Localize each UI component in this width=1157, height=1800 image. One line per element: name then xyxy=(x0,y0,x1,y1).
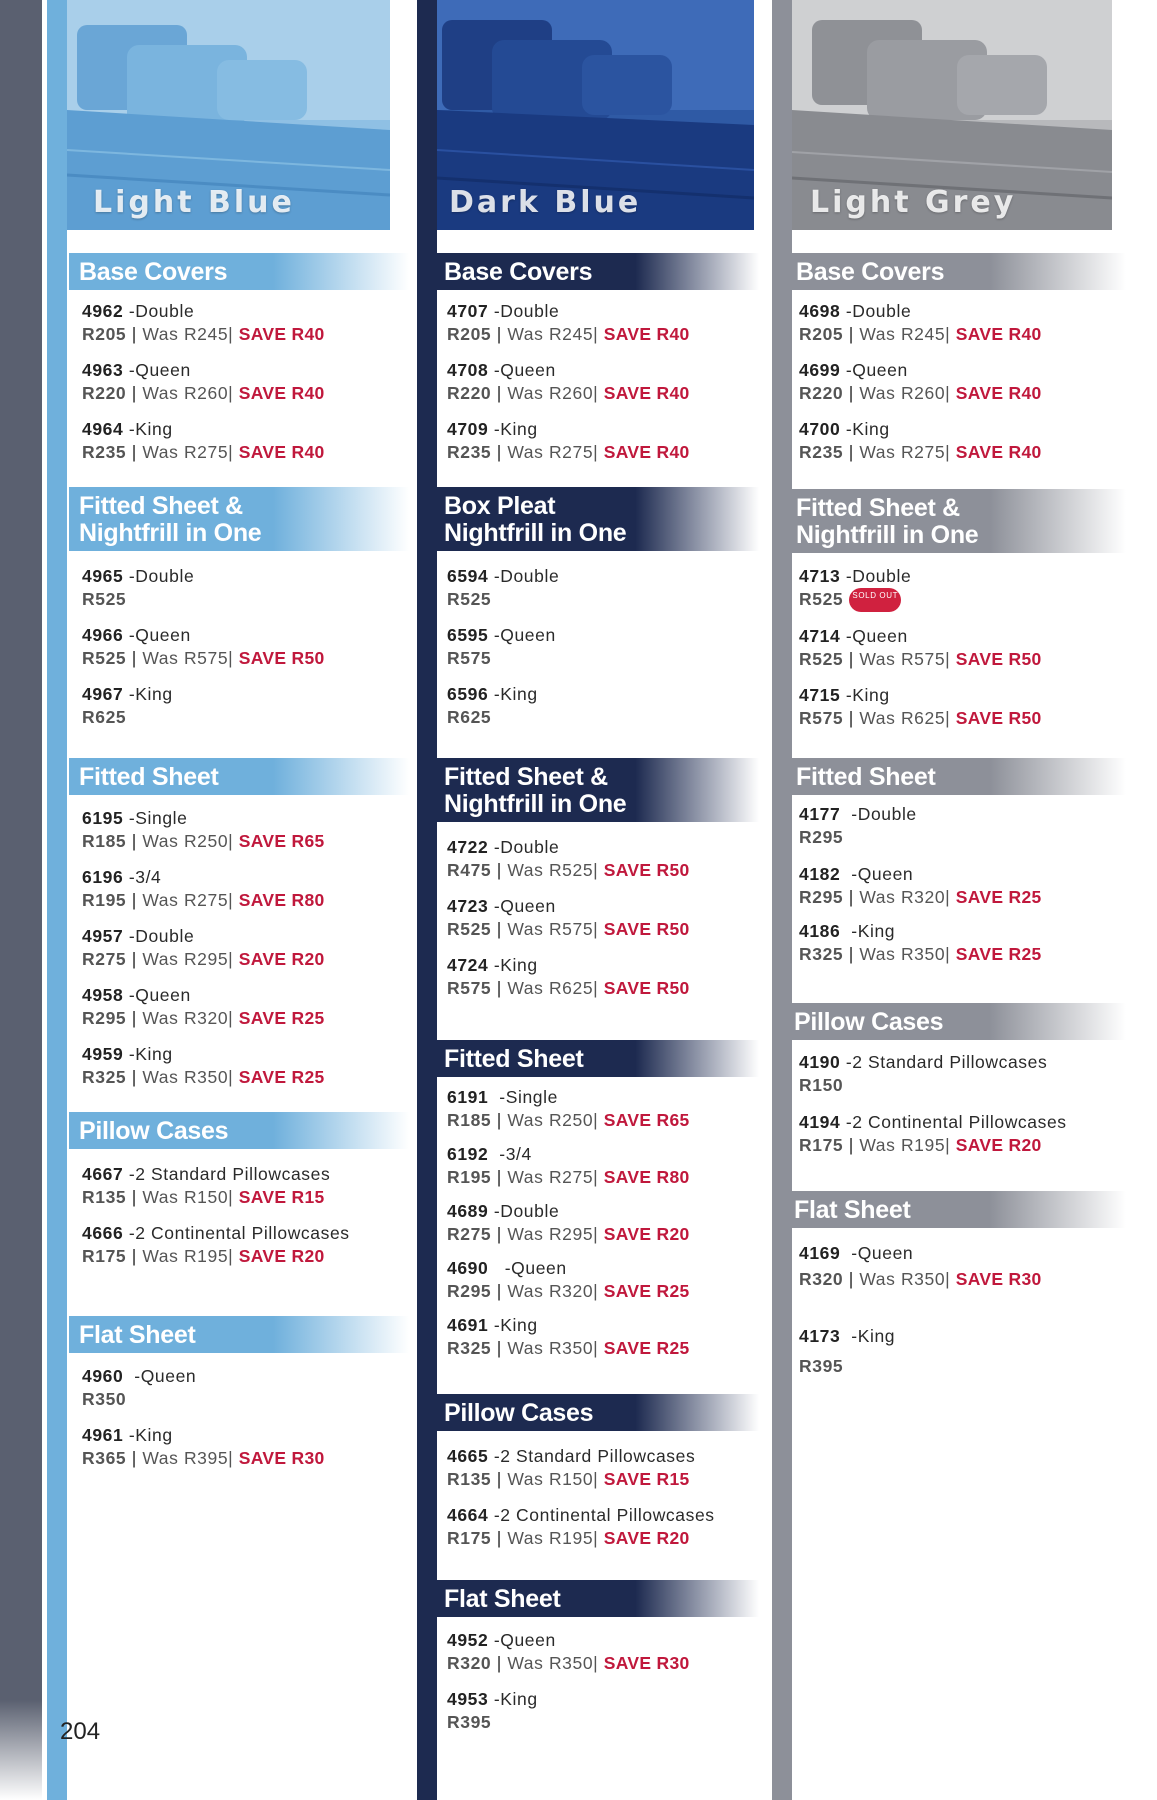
product-item: 4707 -Double R205 | Was R245| SAVE R40 xyxy=(447,301,690,344)
section-heading: Base Covers xyxy=(786,253,1126,290)
product-item: 4700 -King R235 | Was R275| SAVE R40 xyxy=(799,419,1042,462)
product-item: 6196 -3/4 R195 | Was R275| SAVE R80 xyxy=(82,867,325,910)
section-heading: Fitted Sheet xyxy=(786,758,1126,795)
product-item: 4665 -2 Standard Pillowcases R135 | Was R150| SAVE R15 xyxy=(447,1446,696,1489)
dark-blue-fitted-nightfrill-section xyxy=(434,758,759,1013)
product-item: 4959 -King R325 | Was R350| SAVE R25 xyxy=(82,1044,325,1087)
light-grey-fitted-sheet-section xyxy=(786,758,1126,979)
section-heading: Pillow Cases xyxy=(434,1394,759,1431)
product-item: 4177 -Double R295 xyxy=(799,804,917,847)
product-item: 4966 -Queen R525 | Was R575| SAVE R50 xyxy=(82,625,325,668)
dark-blue-bedding-photo xyxy=(437,0,754,230)
page-edge-fade xyxy=(0,1700,42,1800)
light-grey-colour-label: Light Grey xyxy=(810,185,1017,220)
product-item: 4666 -2 Continental Pillowcases R175 | Was R195| SAVE R20 xyxy=(82,1223,350,1266)
section-heading: Flat Sheet xyxy=(784,1191,1126,1228)
product-item: 4186 -King R325 | Was R350| SAVE R25 xyxy=(799,921,1042,964)
light-grey-base-covers-section xyxy=(786,253,1126,477)
light-blue-flat-sheet-section xyxy=(69,1316,409,1483)
product-item: 4173 -King R395 xyxy=(799,1326,896,1376)
product-item: 4958 -Queen R295 | Was R320| SAVE R25 xyxy=(82,985,325,1028)
section-heading: Fitted Sheet & Nightfrill in One xyxy=(69,487,409,551)
product-item: 6195 -Single R185 | Was R250| SAVE R65 xyxy=(82,808,325,851)
product-item: 6192 -3/4 R195 | Was R275| SAVE R80 xyxy=(447,1144,690,1187)
product-item: 4715 -King R575 | Was R625| SAVE R50 xyxy=(799,685,1042,729)
dark-blue-colour-label: Dark Blue xyxy=(449,185,642,220)
section-heading: Base Covers xyxy=(69,253,409,290)
product-item: 4960 -Queen R350 xyxy=(82,1366,197,1409)
light-blue-pillow-cases-section xyxy=(69,1112,409,1281)
product-item: 4708 -Queen R220 | Was R260| SAVE R40 xyxy=(447,360,690,403)
light-blue-stripe xyxy=(47,0,67,1800)
light-blue-colour-label: Light Blue xyxy=(93,185,295,220)
product-item: 4713 -Double R525 SOLD OUT xyxy=(799,565,1126,612)
dark-blue-fitted-sheet-section xyxy=(434,1040,759,1371)
light-grey-fitted-nightfrill-section xyxy=(786,489,1126,743)
dark-blue-pillow-cases-section xyxy=(434,1394,759,1563)
product-item: 4962 -Double R205 | Was R245| SAVE R40 xyxy=(82,301,325,344)
product-item: 4667 -2 Standard Pillowcases R135 | Was R150| SAVE R15 xyxy=(82,1164,331,1207)
section-heading: Fitted Sheet & Nightfrill in One xyxy=(786,489,1126,553)
light-blue-fitted-sheet-section xyxy=(69,758,409,1102)
light-blue-bedding-photo xyxy=(67,0,390,230)
section-heading: Pillow Cases xyxy=(69,1112,409,1149)
section-heading: Fitted Sheet xyxy=(69,758,409,795)
product-item: 4689 -Double R275 | Was R295| SAVE R20 xyxy=(447,1201,690,1244)
section-heading: Fitted Sheet & Nightfrill in One xyxy=(434,758,759,822)
product-item: 4714 -Queen R525 | Was R575| SAVE R50 xyxy=(799,626,1042,670)
light-blue-fitted-nightfrill-section xyxy=(69,487,409,742)
product-item: 4699 -Queen R220 | Was R260| SAVE R40 xyxy=(799,360,1042,403)
product-item: 4182 -Queen R295 | Was R320| SAVE R25 xyxy=(799,864,1042,907)
product-item: 4690 -Queen R295 | Was R320| SAVE R25 xyxy=(447,1258,690,1301)
product-item: 4957 -Double R275 | Was R295| SAVE R20 xyxy=(82,926,325,969)
product-item: 4724 -King R575 | Was R625| SAVE R50 xyxy=(447,955,690,998)
product-item: 4965 -Double R525 xyxy=(82,566,195,609)
light-blue-base-covers-section xyxy=(69,253,409,477)
product-item: 4953 -King R395 xyxy=(447,1689,538,1732)
dark-blue-box-pleat-section xyxy=(434,487,759,742)
product-item: 4698 -Double R205 | Was R245| SAVE R40 xyxy=(799,301,1042,344)
product-item: 6596 -King R625 xyxy=(447,684,538,727)
section-heading: Pillow Cases xyxy=(784,1003,1126,1040)
section-heading: Flat Sheet xyxy=(434,1580,759,1617)
sold-out-badge: SOLD OUT xyxy=(849,588,901,612)
light-grey-flat-sheet-section xyxy=(784,1191,1126,1394)
page-edge-band xyxy=(0,0,42,1800)
product-item: 4691 -King R325 | Was R350| SAVE R25 xyxy=(447,1315,690,1358)
product-item: 6595 -Queen R575 xyxy=(447,625,556,668)
page-number: 204 xyxy=(60,1718,101,1745)
product-item: 4952 -Queen R320 | Was R350| SAVE R30 xyxy=(447,1630,690,1673)
light-grey-pillow-cases-section xyxy=(784,1003,1126,1170)
dark-blue-base-covers-section xyxy=(434,253,759,477)
section-heading: Box Pleat Nightfrill in One xyxy=(434,487,759,551)
product-item: 4169 -Queen R320 | Was R350| SAVE R30 xyxy=(799,1243,1042,1289)
product-item: 6191 -Single R185 | Was R250| SAVE R65 xyxy=(447,1087,690,1130)
dark-blue-flat-sheet-section xyxy=(434,1580,759,1747)
product-item: 4963 -Queen R220 | Was R260| SAVE R40 xyxy=(82,360,325,403)
section-heading: Flat Sheet xyxy=(69,1316,409,1353)
light-grey-bedding-photo xyxy=(792,0,1112,230)
section-heading: Fitted Sheet xyxy=(434,1040,759,1077)
product-item: 4190 -2 Standard Pillowcases R150 xyxy=(799,1052,1048,1095)
section-heading: Base Covers xyxy=(434,253,759,290)
product-item: 4194 -2 Continental Pillowcases R175 | Was R195| SAVE R20 xyxy=(799,1112,1067,1155)
product-item: 6594 -Double R525 xyxy=(447,566,560,609)
product-item: 4709 -King R235 | Was R275| SAVE R40 xyxy=(447,419,690,462)
product-item: 4964 -King R235 | Was R275| SAVE R40 xyxy=(82,419,325,462)
product-item: 4967 -King R625 xyxy=(82,684,173,727)
product-item: 4722 -Double R475 | Was R525| SAVE R50 xyxy=(447,837,690,880)
product-item: 4664 -2 Continental Pillowcases R175 | Was R195| SAVE R20 xyxy=(447,1505,715,1548)
product-item: 4961 -King R365 | Was R395| SAVE R30 xyxy=(82,1425,325,1468)
product-item: 4723 -Queen R525 | Was R575| SAVE R50 xyxy=(447,896,690,939)
